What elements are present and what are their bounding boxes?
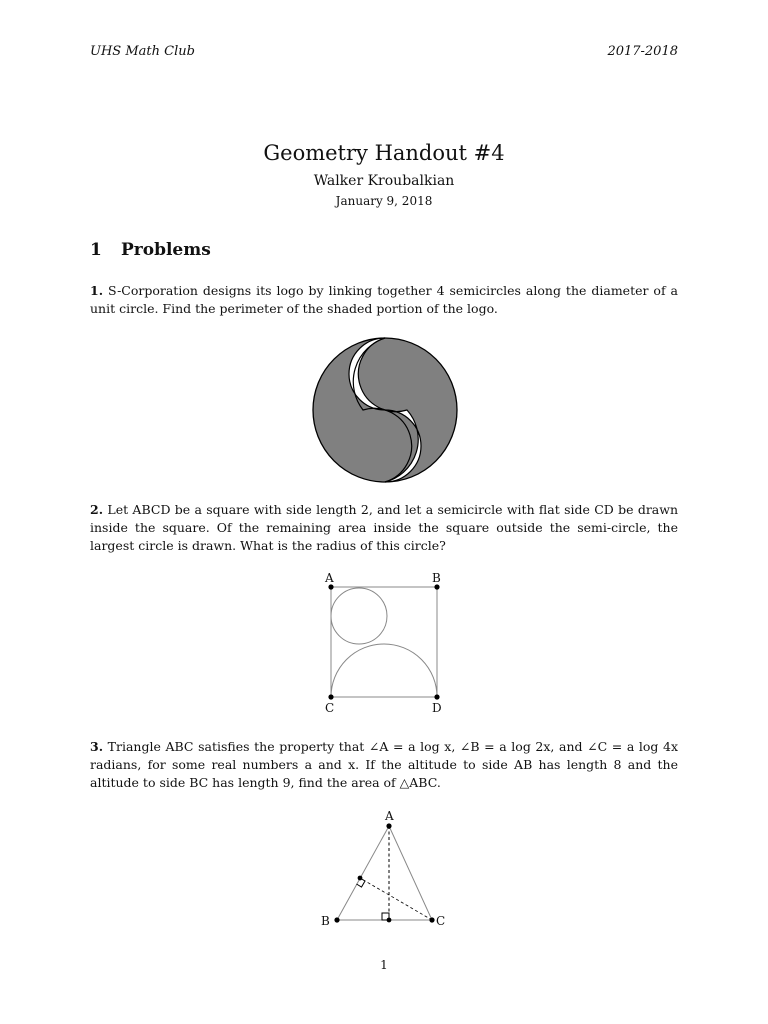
semicircle-cd [331,644,437,697]
author: Walker Kroubalkian [313,173,455,189]
logo-figure [311,336,459,484]
vertex-b-dot [434,584,439,589]
page-number: 1 [380,958,388,972]
problem-3-number: 3. [90,739,104,754]
document-title: Geometry Handout #4 [263,141,505,165]
problem-1 [90,282,678,318]
vertex-c-dot [429,917,434,922]
header-right: 2017-2018 [607,44,678,59]
problem-1-number: 1. [90,283,104,298]
label-b: B [432,571,441,585]
label-d: D [432,701,442,715]
label-a: A [385,809,394,823]
section-heading [90,240,211,260]
problem-2-number: 2. [90,502,104,517]
triangle-abc [337,826,432,920]
vertex-a-dot [328,584,333,589]
section-title: Problems [121,240,211,260]
vertex-b-dot [334,917,339,922]
foot-bc-dot [387,918,392,923]
vertex-c-dot [328,694,333,699]
label-b: B [321,914,330,928]
label-c: C [436,914,446,928]
label-c: C [325,701,335,715]
problem-1-text: S-Corporation designs its logo by linking together 4 semicircles along the diameter of a unit circle. Find the perimeter of the shaded portion of the logo. [90,283,679,316]
altitude-from-c [360,878,432,920]
problem-2-text: Let ABCD be a square with side length 2, and let a semicircle with flat side CD be drawn inside the square. Of the remaining area inside the square outside the semi-circle, the largest circle is drawn. What is the radius of this circle? [90,502,678,553]
header-left: UHS Math Club [90,44,195,59]
section-number: 1 [90,240,102,260]
square-figure [316,568,452,718]
date: January 9, 2018 [335,194,433,208]
problem-3 [90,738,678,792]
triangle-figure [316,806,456,930]
vertex-d-dot [434,694,439,699]
foot-ab-dot [358,876,363,881]
inscribed-circle [331,588,387,644]
label-a: A [325,571,334,585]
problem-2 [90,501,678,555]
vertex-a-dot [386,823,391,828]
problem-3-text: Triangle ABC satisfies the property that ∠A = a log x, ∠B = a log 2x, and ∠C = a log 4x radians, for some real numbers a and x. If the altitude to side AB has length 8 and the altitude to side BC has length 9, find the area of △ABC. [90,739,678,790]
